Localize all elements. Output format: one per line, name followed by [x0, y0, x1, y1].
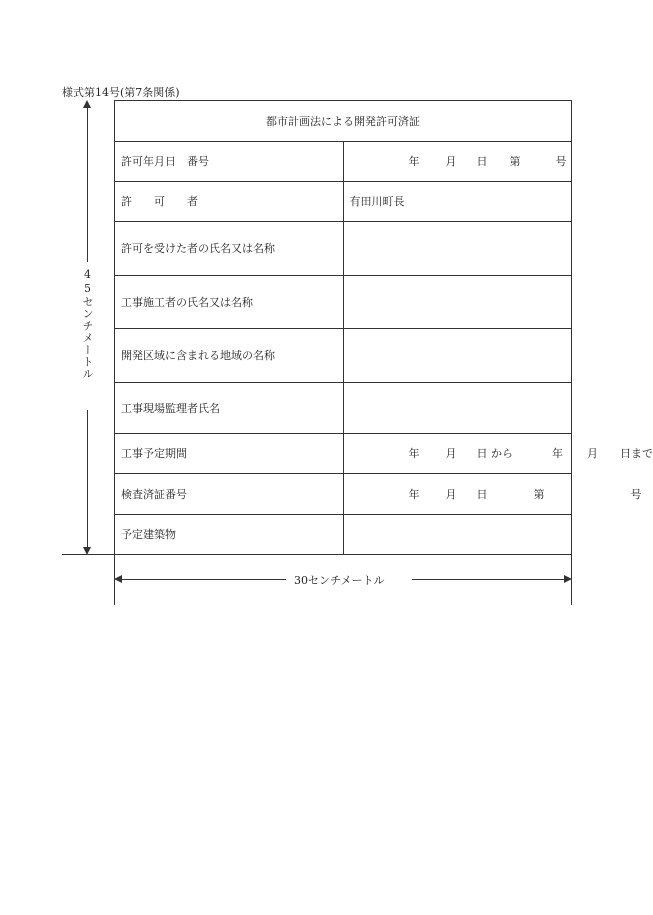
site-supervisor-label: 工事現場監理者氏名 [115, 383, 344, 434]
table-row [115, 142, 572, 182]
table-row [115, 329, 572, 383]
number-prefix-label: 第 [533, 487, 545, 501]
inspection-number-label: 検査済証番号 [115, 474, 344, 515]
start-day-label: 日 から [476, 447, 513, 460]
table-row [115, 383, 572, 434]
number-suffix-label: 号 [630, 487, 642, 501]
form-caption: 様式第14号(第7条関係) [62, 86, 180, 99]
permit-date-number-value [343, 142, 572, 182]
title-row [115, 101, 572, 142]
year-label: 年 [408, 487, 420, 501]
table-row [115, 474, 572, 515]
date-number-fields [350, 154, 566, 169]
contractor-label: 工事施工者の氏名又は名称 [115, 276, 344, 329]
table-row [115, 222, 572, 276]
inspection-fields [350, 487, 642, 502]
start-month-label: 月 [445, 447, 457, 460]
year-label: 年 [408, 155, 420, 168]
site-supervisor-value [343, 383, 572, 434]
table-row [115, 276, 572, 329]
development-area-value [343, 329, 572, 383]
period-fields [350, 446, 653, 461]
end-month-label: 月 [587, 447, 598, 460]
permitter-value: 有田川町長 [343, 182, 572, 222]
month-label: 月 [445, 487, 457, 501]
permittee-value [343, 222, 572, 276]
day-label: 日 [476, 487, 488, 501]
day-label: 日 [476, 155, 488, 168]
permit-certificate-table [114, 100, 653, 555]
end-day-label: 日まで [620, 447, 653, 460]
number-prefix-label: 第 [509, 155, 521, 168]
permitter-label: 許 可 者 [115, 182, 344, 222]
development-area-label: 開発区域に含まれる地域の名称 [115, 329, 344, 383]
width-dimension-line-left [120, 579, 286, 580]
right-arrow-icon [564, 575, 572, 583]
planned-buildings-value [343, 515, 572, 555]
planned-buildings-label: 予定建築物 [115, 515, 344, 555]
certificate-title: 都市計画法による開発許可済証 [115, 101, 572, 142]
construction-period-value [343, 434, 653, 474]
start-year-label: 年 [408, 447, 420, 460]
table-row [115, 182, 572, 222]
table-row [115, 434, 572, 474]
height-dimension-line-lower [87, 410, 88, 549]
construction-period-label: 工事予定期間 [115, 434, 344, 474]
table-row [115, 515, 572, 555]
height-dimension-label: 45センチメートル [81, 268, 94, 380]
month-label: 月 [445, 155, 457, 168]
permittee-label: 許可を受けた者の氏名又は名称 [115, 222, 344, 276]
contractor-value [343, 276, 572, 329]
inspection-number-value [343, 474, 642, 515]
height-dimension-line-upper [87, 106, 88, 262]
number-suffix-label: 号 [555, 155, 567, 168]
down-arrow-icon [83, 547, 91, 555]
permit-date-number-label: 許可年月日 番号 [115, 142, 344, 182]
width-dimension-label: 30センチメートル [294, 574, 385, 587]
end-year-label: 年 [552, 447, 563, 460]
width-dimension-line-right [412, 579, 566, 580]
